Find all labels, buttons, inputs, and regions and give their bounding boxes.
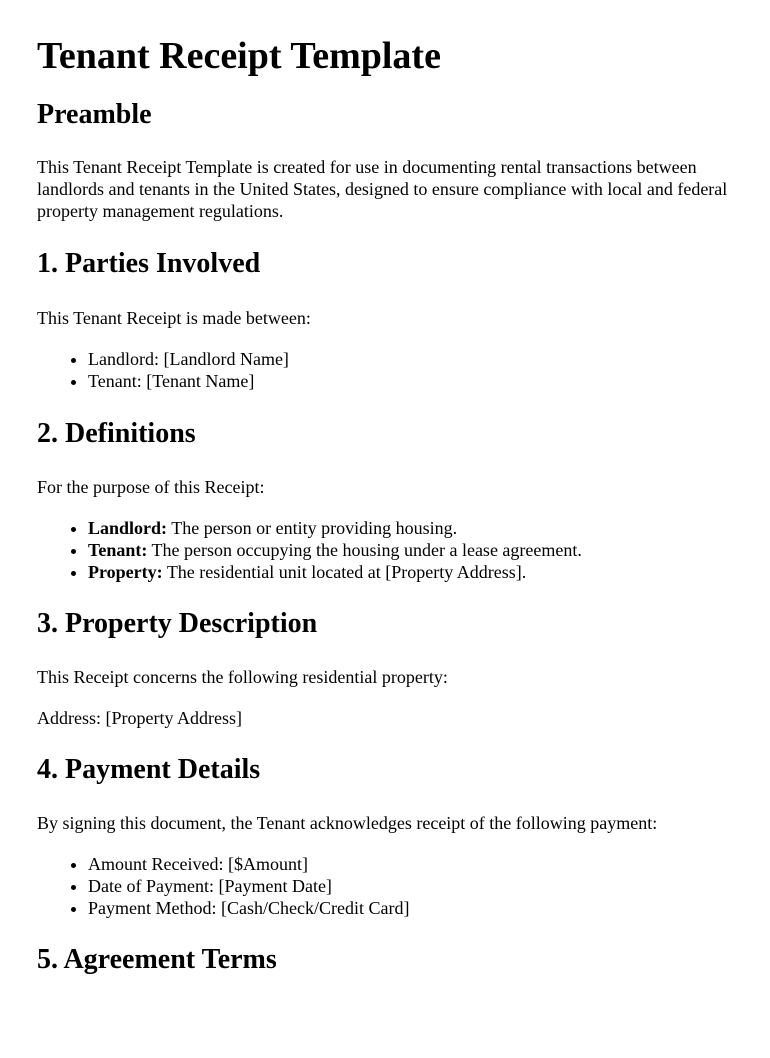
list-item	[88, 539, 733, 561]
definition-term: Property:	[88, 562, 163, 582]
definition-term: Landlord:	[88, 518, 168, 538]
document-page	[0, 34, 770, 977]
list-item: • Amount Received: [$Amount]	[88, 853, 733, 875]
payment-intro: By signing this document, the Tenant acknowledges receipt of the following payment:	[37, 813, 658, 833]
parties-heading: 1. Parties Involved	[37, 248, 261, 279]
payment-list	[37, 853, 733, 919]
definitions-heading: 2. Definitions	[37, 418, 196, 449]
list-item	[88, 517, 733, 539]
list-item: • Landlord: [Landlord Name]	[88, 348, 733, 370]
list-item: • Payment Method: [Cash/Check/Credit Card]	[88, 897, 733, 919]
list-item	[88, 561, 733, 583]
terms-heading: 5. Agreement Terms	[37, 944, 277, 975]
definition-term: Tenant:	[88, 540, 148, 560]
property-address: Address: [Property Address]	[37, 708, 242, 728]
payment-heading: 4. Payment Details	[37, 754, 261, 785]
list-item: • Tenant: [Tenant Name]	[88, 370, 733, 392]
parties-intro: This Tenant Receipt is made between:	[37, 308, 311, 328]
definitions-list	[37, 517, 733, 583]
preamble-text: This Tenant Receipt Template is created for use in documenting rental transactions between landlords and tenants in the United States, designed to ensure compliance with local and federal property management regulations.	[37, 157, 728, 221]
definition-text: The person occupying the housing under a lease agreement.	[147, 540, 582, 560]
definition-text: The residential unit located at [Property Address].	[162, 562, 527, 582]
property-heading: 3. Property Description	[37, 608, 318, 639]
definitions-intro: For the purpose of this Receipt:	[37, 477, 265, 497]
preamble-heading: Preamble	[37, 99, 152, 130]
document-title: Tenant Receipt Template	[37, 35, 441, 77]
definition-text: The person or entity providing housing.	[167, 518, 458, 538]
list-item: • Date of Payment: [Payment Date]	[88, 875, 733, 897]
property-intro: This Receipt concerns the following residential property:	[37, 667, 448, 687]
parties-list	[37, 348, 733, 392]
